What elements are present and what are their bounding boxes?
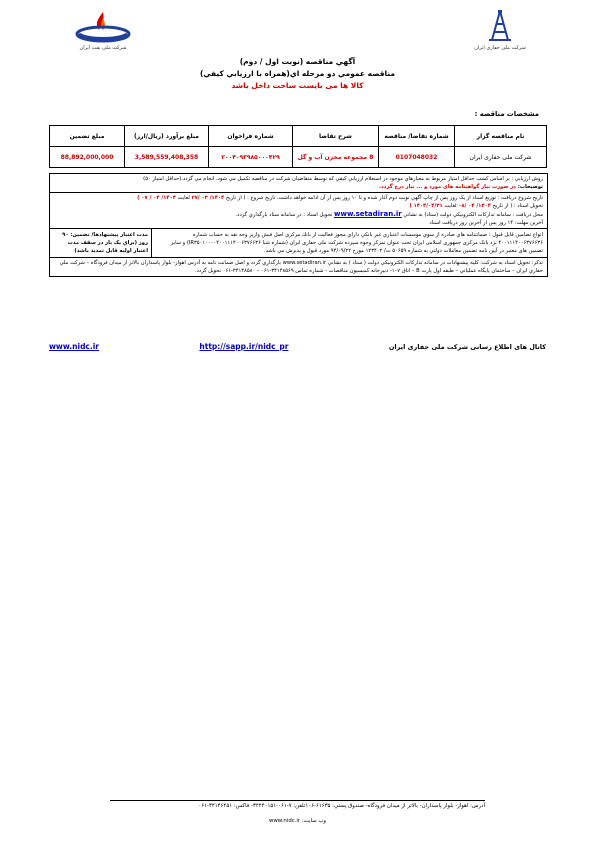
col-call-number: شماره فراخوان xyxy=(209,126,293,147)
title-domestic-note: کالا ها می بایست ساخت داخل باشد xyxy=(231,81,364,90)
site-link[interactable]: www.nidc.ir xyxy=(49,342,99,351)
distribution-to-label: لغايت xyxy=(177,195,190,201)
delivery-label: تحويل اسناد : ( از تاريخ xyxy=(492,203,543,209)
schedule-row xyxy=(50,193,547,229)
deadline-text: آخرين مهلت: ۱۴ روز پس از آخرين روز دريافت اسناد xyxy=(429,220,543,226)
delivery-note: تذكر: تحويل اسناد به شركت: كليه پيشنهادات در سامانه تداركات الكترونيكي دولت ( ستاد ) به نشاني www.setadiran.ir بارگذاري گردد و اصل ضمانت نامه به آدرس اهواز- بلوار پاسداران بالاتر از ميدان فرودگاه – شركت ملي حفاري ايران – ساختمان پايگاه عملياتي – طبقه اول پارت B – اتاق ۱۰۷- دبيرخانه كميسيون مناقصات - شماره تماس ۳۴۱۴۸۵۶۹-۰۶۱ – ۳۴۱۴۸۵۸۰-۰۶۱ تحويل گردد. xyxy=(59,260,543,274)
website-text: وب سايت: www.nidc.ir xyxy=(268,818,327,824)
drilling-rig-icon xyxy=(480,10,520,44)
notes-text: در صورت نیاز گواهینامه های مورد و ... نیاز درج گردد. xyxy=(379,184,518,190)
cell-request-number: 0107048032 xyxy=(379,147,455,168)
cell-description: 8 مجموعه مخزن آب و گل xyxy=(293,147,379,168)
cell-call-number: ۲۰۰۴۰۹۳۹۸۵۰۰۰۴۲۹ xyxy=(209,147,293,168)
title-block xyxy=(0,56,595,92)
tender-info-box xyxy=(49,173,548,277)
delivery-note-row xyxy=(50,258,547,276)
sapp-link[interactable]: http://sapp.ir/nidc_pr xyxy=(199,342,289,351)
cell-guarantee: 88,892,000,000 xyxy=(50,147,125,168)
col-guarantee: مبلغ تضمين xyxy=(50,126,125,147)
notes-label: توضیحات: xyxy=(517,184,543,190)
setad-link[interactable]: www.setadiran.ir xyxy=(334,210,402,218)
col-description: شرح تقاضا xyxy=(293,126,379,147)
delivery-to: ۱۴۰۴/۰۴/۳۱ ) xyxy=(409,203,443,209)
distribution-to: ۱۴۰۴/ ۰۴ / ۰۷ ) xyxy=(137,195,176,201)
receive-place-tail: تحويل اسناد : در سامانه ستاد بارگذاري گردد. xyxy=(235,212,333,218)
col-request-number: شماره تقاضا/ مناقصه xyxy=(379,126,455,147)
cell-estimate: 3,589,559,408,358 xyxy=(125,147,209,168)
guarantee-text: انواع تضامين قابل قبول : ضمانتنامه هاي صادره از سوي موسسات اعتباري غير بانكي داراي مجوز فعاليت از بانك مركزي اصل فيش واريز وجه نقد به حساب شماره ۴۰۰۱۱۱۴۰۰۶۳۷۶۶۳۶ نزد بانک مرکزی جمهوری اسلامی ایران تحت عنوان تمرکز وجوه سپرده شرکت ملی حفاری ایران (شماره شبا IR۳۵۰۱۰۰۰۰۴۰۰۱۱۱۴۰۰۶۳۷۶۶۳۶) و ساير تضمين هاي معتبر در آيين نامه تضمين معاملات دولتي به شماره ۵۰۶۵۹ ت/ ۱۲۳۴۰۲ مورخ ۹۴/۰۹/۲۲ مورد قبول و پذيرش مي باشد. xyxy=(170,232,543,254)
right-logo-caption: شرکت ملی حفاری ایران xyxy=(474,45,526,51)
address-text: آدرس: اهواز- بلوار پاسداران- بالاتر از ميدان فرودگاه- صندوق پستي: ۶۱۶۳۵-۱۰۶تلفن: ۷-۰۶۱-۳۴۴۴۰۱۵۱- فاكس: ۳۴۱۴۶۴۵۱-۰۶۱ xyxy=(198,803,485,809)
validity-text: مدت اعتبار پيشنهادها/ تضمين: ۹۰ روز (براي يک بار در سقف مدت اعتبار اوليه قابل تمديد باشد) xyxy=(50,229,152,257)
distribution-from: ۱۴۰۴/ ۰۳ /۲۷ xyxy=(191,195,225,201)
col-client: نام مناقصه گزار xyxy=(455,126,547,147)
evaluation-row xyxy=(50,174,547,193)
tender-table xyxy=(49,125,547,168)
nioc-flame-icon xyxy=(73,10,133,44)
delivery-from: ۱۴۰۴/ ۰۴ /۰۸ xyxy=(458,203,491,209)
delivery-to-label: لغايت xyxy=(444,203,457,209)
address-divider xyxy=(110,800,485,801)
title-tender-type: مناقصه عمومي دو مرحله اي(همراه با ارزيابي كيفي) xyxy=(199,69,396,78)
title-notice: آگهي مناقصه (نوبت اول / دوم) xyxy=(239,57,356,66)
footer-links xyxy=(49,342,546,351)
table-row xyxy=(50,147,547,168)
distribution-text: تاريخ شروع دريافت : توزيع اسناد از يک روز پس از چاپ آگهي نوبت دوم آغاز شده و تا ۱۰ روز پس از آن ادامه خواهد داشت. تاريخ شروع : ( از تاريخ xyxy=(225,195,543,201)
channels-label: کانال های اطلاع رسانی شرکت ملی حفاری ایران xyxy=(388,342,546,351)
nidc-logo xyxy=(461,10,539,51)
specs-label: مشخصات مناقصه : xyxy=(474,110,539,118)
guarantee-row xyxy=(50,229,547,258)
left-logo-caption: شرکت ملی نفت ایران xyxy=(79,45,127,51)
nioc-logo xyxy=(62,10,144,51)
cell-client: شرکت ملی حفاری ایران xyxy=(455,147,547,168)
evaluation-text: روش ارزيابي : بر اساس كسب حداقل امتياز مربوط به معيارهاي موجود در استعلام ارزيابي كيفي كه توسط متقاضيان شركت در مناقصه تكميل مي شود، انجام مي گردد.(حداقل امتياز ۵۰) xyxy=(143,176,543,182)
table-header-row xyxy=(50,126,547,147)
col-estimate: مبلغ برآورد (ريال/ارز) xyxy=(125,126,209,147)
receive-place: محل دريافت : سامانه تداركات الكترونيكي دولت (ستاد) به نشاني xyxy=(403,212,543,218)
